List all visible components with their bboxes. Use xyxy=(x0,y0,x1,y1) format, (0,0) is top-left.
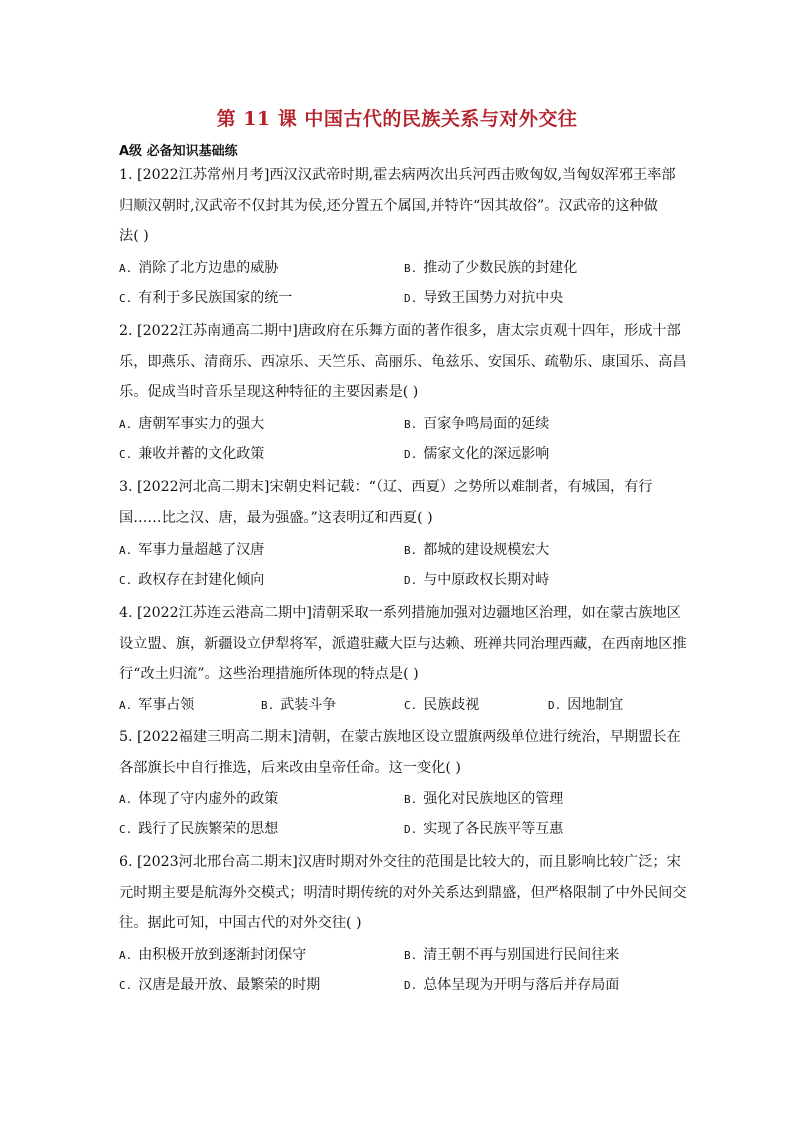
question-6 xyxy=(119,847,687,939)
page-title: 第 11 课 中国古代的民族关系与对外交往 xyxy=(216,108,578,130)
question-3-line-2: 国……比之汉、唐，最为强盛。”这表明辽和西夏( ) xyxy=(119,509,433,526)
option-d[interactable]: D. 儒家文化的深远影响 xyxy=(404,446,550,462)
question-3 xyxy=(119,472,679,533)
question-2-line-2: 乐，即燕乐、清商乐、西凉乐、天竺乐、高丽乐、龟兹乐、安国乐、疏勒乐、康国乐、高昌 xyxy=(119,353,687,370)
option-b[interactable]: B. 武装斗争 xyxy=(261,697,337,713)
question-4-options xyxy=(119,690,679,720)
option-c[interactable]: C. 汉唐是最开放、最繁荣的时期 xyxy=(119,977,321,993)
question-4-line-1: 4. [2022江苏连云港高二期中]清朝采取一系列措施加强对边疆地区治理，如在蒙古族地区 xyxy=(119,605,681,621)
question-5-line-1: 5. [2022福建三明高二期末]清朝，在蒙古族地区设立盟旗两级单位进行统治，早期盟长在 xyxy=(119,729,681,745)
option-b[interactable]: B. 推动了少数民族的封建化 xyxy=(404,260,578,276)
question-6-line-2: 元时期主要是航海外交模式；明清时期传统的对外关系达到鼎盛，但严格限制了中外民间交 xyxy=(119,884,687,901)
question-5 xyxy=(119,722,679,783)
question-6-line-3: 往。据此可知，中国古代的对外交往( ) xyxy=(119,915,362,931)
option-b[interactable]: B. 百家争鸣局面的延续 xyxy=(404,416,550,432)
question-6-options xyxy=(119,940,679,1000)
option-a[interactable]: A. 唐朝军事实力的强大 xyxy=(119,416,265,432)
option-b[interactable]: B. 清王朝不再与别国进行民间往来 xyxy=(404,947,620,963)
option-c[interactable]: C. 兼收并蓄的文化政策 xyxy=(119,446,265,462)
option-c[interactable]: C. 践行了民族繁荣的思想 xyxy=(119,821,279,837)
question-3-line-1: 3. [2022河北高二期末]宋朝史料记载：“（辽、西夏）之势所以难制者，有城国，有行 xyxy=(119,479,653,495)
option-a[interactable]: A. 军事力量超越了汉唐 xyxy=(119,542,265,558)
option-d[interactable]: D. 导致王国势力对抗中央 xyxy=(404,290,564,306)
question-4-line-2: 设立盟、旗，新疆设立伊犁将军，派遣驻藏大臣与达赖、班禅共同治理西藏，在西南地区推 xyxy=(119,635,687,652)
option-a[interactable]: A. 由积极开放到逐渐封闭保守 xyxy=(119,947,307,963)
question-6-line-1: 6. [2023河北邢台高二期末]汉唐时期对外交往的范围是比较大的，而且影响比较广泛；宋 xyxy=(119,854,681,870)
option-d[interactable]: D. 总体呈现为开明与落后并存局面 xyxy=(404,977,620,993)
question-3-options xyxy=(119,535,679,595)
question-1-line-1: 1. [2022江苏常州月考]西汉汉武帝时期,霍去病两次出兵河西击败匈奴,当匈奴浑邪王率部 xyxy=(119,167,676,183)
question-1-options xyxy=(119,253,679,313)
option-b[interactable]: B. 强化对民族地区的管理 xyxy=(404,791,564,807)
question-5-line-2: 各部旗长中自行推选，后来改由皇帝任命。这一变化( ) xyxy=(119,759,461,776)
question-1-line-2: 归顺汉朝时,汉武帝不仅封其为侯,还分置五个属国,并特许“因其故俗”。汉武帝的这种做 xyxy=(119,197,658,214)
option-b[interactable]: B. 都城的建设规模宏大 xyxy=(404,542,550,558)
option-c[interactable]: C. 有利于多民族国家的统一 xyxy=(119,290,293,306)
question-1 xyxy=(119,160,679,252)
option-c[interactable]: C. 民族歧视 xyxy=(404,697,480,713)
question-4 xyxy=(119,598,687,690)
option-a[interactable]: A. 军事占领 xyxy=(119,697,195,713)
section-heading: A级 必备知识基础练 xyxy=(119,144,238,159)
option-a[interactable]: A. 消除了北方边患的威胁 xyxy=(119,260,279,276)
question-1-line-3: 法( ) xyxy=(119,228,149,244)
question-2-options xyxy=(119,409,679,469)
option-d[interactable]: D. 因地制宜 xyxy=(548,697,624,713)
question-2-line-3: 乐。促成当时音乐呈现这种特征的主要因素是( ) xyxy=(119,384,419,400)
option-a[interactable]: A. 体现了守内虚外的政策 xyxy=(119,791,279,807)
question-2 xyxy=(119,316,687,408)
question-2-line-1: 2. [2022江苏南通高二期中]唐政府在乐舞方面的著作很多，唐太宗贞观十四年，形成十部 xyxy=(119,323,681,339)
option-d[interactable]: D. 实现了各民族平等互惠 xyxy=(404,821,564,837)
question-5-options xyxy=(119,784,679,844)
option-d[interactable]: D. 与中原政权长期对峙 xyxy=(404,572,550,588)
option-c[interactable]: C. 政权存在封建化倾向 xyxy=(119,572,265,588)
question-4-line-3: 行“改土归流”。这些治理措施所体现的特点是( ) xyxy=(119,666,419,682)
